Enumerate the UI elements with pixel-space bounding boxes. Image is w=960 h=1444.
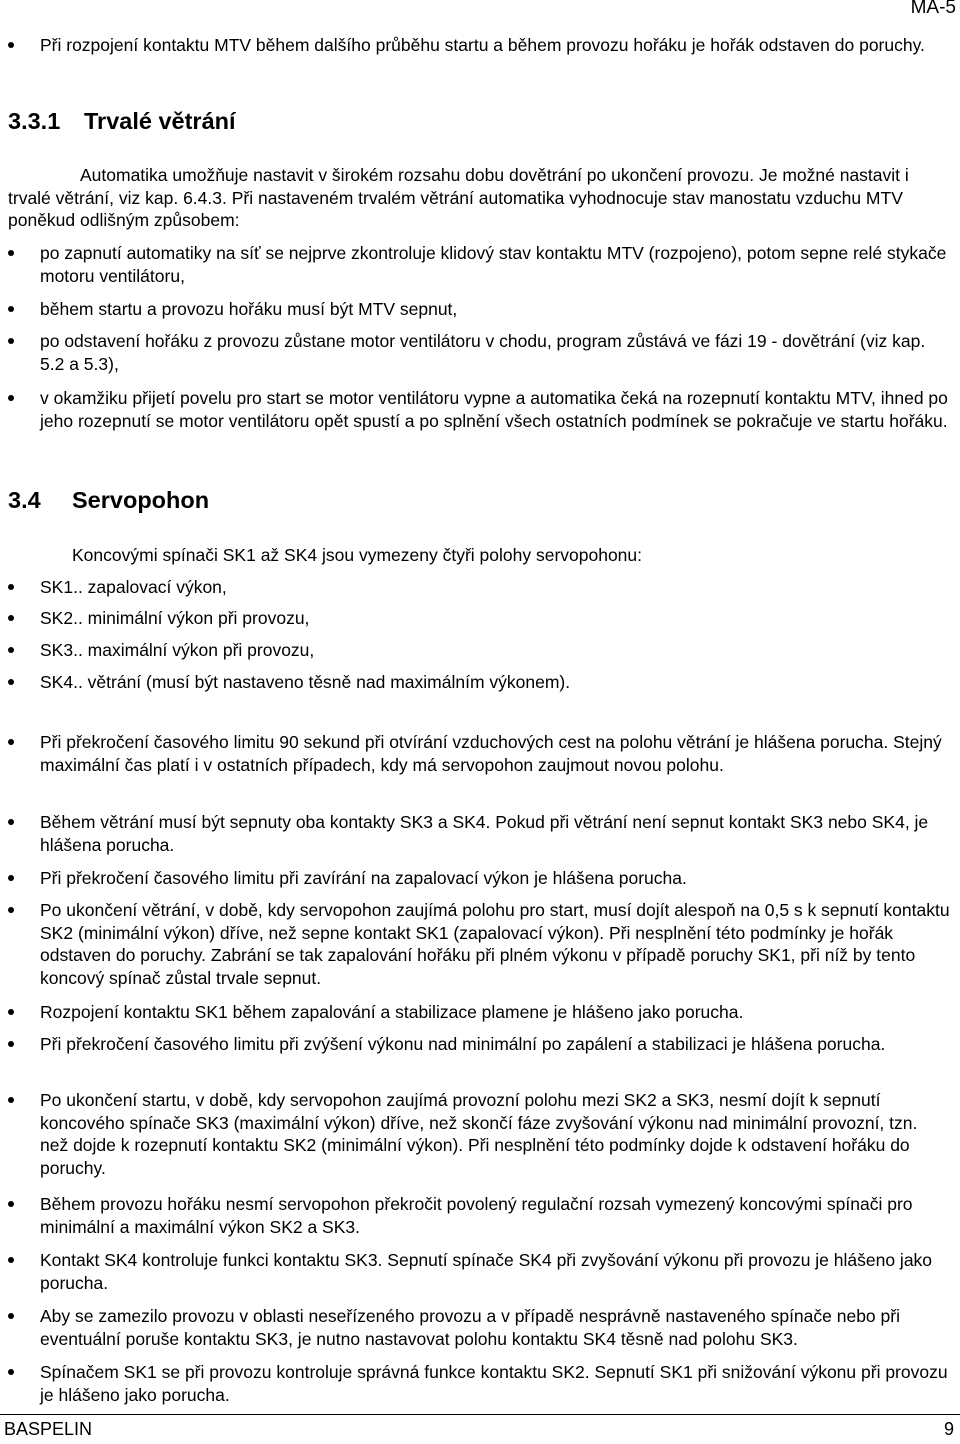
bullet-icon [8, 615, 14, 621]
list-item-text: Po ukončení větrání, v době, kdy servopohon zaujímá polohu pro start, musí dojít alespoň na 0,5 s k sepnutí kontaktu SK2 (minimální výkon) dříve, než sepne kontakt SK1 (zapalovací výkon). Při nesplnění této podmínky je hořák odstaven do poruchy. Zabrání se tak zapalování hořáku při plném výkonu v případě poruchy SK1, při níž by tento koncový spínač zůstal trvale sepnut. [40, 900, 950, 988]
footer-brand: BASPELIN [4, 1419, 93, 1439]
list-item-text: Při překročení časového limitu při zavírání na zapalovací výkon je hlášena porucha. [40, 868, 687, 888]
list-item-text: Rozpojení kontaktu SK1 během zapalování a stabilizace plamene je hlášeno jako porucha. [40, 1002, 744, 1022]
list-item-text: Během provozu hořáku nesmí servopohon překročit povolený regulační rozsah vymezený koncovými spínači pro minimální a maximální výkon SK2 a SK3. [40, 1194, 913, 1237]
list-item-text: Kontakt SK4 kontroluje funkci kontaktu SK3. Sepnutí spínače SK4 při zvyšování výkonu při provozu je hlášeno jako porucha. [40, 1250, 933, 1293]
section-34-intro: Koncovými spínači SK1 až SK4 jsou vymezeny čtyři polohy servopohonu: [72, 545, 643, 565]
bullet-icon [8, 1257, 14, 1263]
section-heading-34 [8, 486, 209, 514]
list-item-text: během startu a provozu hořáku musí být MTV sepnut, [40, 299, 458, 319]
section-number: 3.4 [8, 487, 41, 513]
bullet-icon [8, 739, 14, 745]
bullet-icon [8, 1041, 14, 1047]
document-code: MA-5 [910, 0, 956, 18]
list-item-text: SK1.. zapalovací výkon, [40, 577, 227, 597]
bullet-icon [8, 584, 14, 590]
bullet-icon [8, 306, 14, 312]
bullet-icon [8, 338, 14, 344]
list-item-text: Při rozpojení kontaktu MTV během dalšího průběhu startu a během provozu hořáku je hořák odstaven do poruchy. [40, 35, 925, 55]
bullet-icon [8, 250, 14, 256]
bullet-icon [8, 1097, 14, 1103]
section-title: Servopohon [72, 487, 210, 513]
list-item-text: Po ukončení startu, v době, kdy servopohon zaujímá provozní polohu mezi SK2 a SK3, nesmí dojít k sepnutí koncového spínače SK3 (maximální výkon) dříve, než skončí fáze zvyšování výkonu nad minimální provozní, tzn. než dojde k rozepnutí kontaktu SK2 (minimální výkon). Při nesplnění této podmínky dojde k odstavení hořáku do poruchy. [40, 1090, 918, 1178]
bullet-icon [8, 1201, 14, 1207]
list-item-text: Spínačem SK1 se při provozu kontroluje správná funkce kontaktu SK2. Sepnutí SK1 při snižování výkonu při provozu je hlášeno jako porucha. [40, 1362, 948, 1405]
list-item-text: po odstavení hořáku z provozu zůstane motor ventilátoru v chodu, program zůstává ve fázi 19 - dovětrání (viz kap. 5.2 a 5.3), [40, 331, 926, 374]
bullet-icon [8, 1313, 14, 1319]
section-number: 3.3.1 [8, 108, 61, 134]
list-item-text: Během větrání musí být sepnuty oba kontakty SK3 a SK4. Pokud při větrání není sepnut kontakt SK3 nebo SK4, je hlášena porucha. [40, 812, 929, 855]
bullet-icon [8, 907, 14, 913]
list-item-text: v okamžiku přijetí povelu pro start se motor ventilátoru vypne a automatika čeká na rozepnutí kontaktu MTV, ihned po jeho rozepnutí se motor ventilátoru opět spustí a po splnění všech ostatních podmínek se pokračuje ve startu hořáku. [40, 388, 948, 431]
section-heading-331 [8, 107, 236, 135]
section-title: Trvalé větrání [84, 108, 236, 134]
section-331-intro: Automatika umožňuje nastavit v širokém rozsahu dobu dovětrání po ukončení provozu. Je možné nastavit i trvalé větrání, viz kap. 6.4.3. Při nastaveném trvalém větrání automatika vyhodnocuje stav manostatu vzduchu MTV poněkud odlišným způsobem: [8, 165, 909, 230]
list-item-text: po zapnutí automatiky na síť se nejprve zkontroluje klidový stav kontaktu MTV (rozpojeno), potom sepne relé stykače motoru ventilátoru, [40, 243, 947, 286]
list-item-text: Při překročení časového limitu 90 sekund při otvírání vzduchových cest na polohu větrání je hlášena porucha. Stejný maximální čas platí i v ostatních případech, kdy má servopohon zaujmout novou polohu. [40, 732, 942, 775]
bullet-icon [8, 679, 14, 685]
page-number: 9 [943, 1419, 954, 1439]
list-item-text: Při překročení časového limitu při zvýšení výkonu nad minimální po zapálení a stabilizaci je hlášena porucha. [40, 1034, 886, 1054]
list-item-text: Aby se zamezilo provozu v oblasti neseřízeného provozu a v případě nesprávně nastaveného spínače nebo při eventuální poruše kontaktu SK3, je nutno nastavovat polohu kontaktu SK4 těsně nad polohu SK3. [40, 1306, 900, 1349]
list-item-text: SK2.. minimální výkon při provozu, [40, 608, 310, 628]
footer-divider [0, 1414, 960, 1415]
bullet-icon [8, 819, 14, 825]
bullet-icon [8, 395, 14, 401]
list-item-text: SK3.. maximální výkon při provozu, [40, 640, 315, 660]
bullet-icon [8, 42, 14, 48]
bullet-icon [8, 647, 14, 653]
bullet-icon [8, 1009, 14, 1015]
bullet-icon [8, 1369, 14, 1375]
bullet-icon [8, 875, 14, 881]
list-item-text: SK4.. větrání (musí být nastaveno těsně nad maximálním výkonem). [40, 672, 571, 692]
